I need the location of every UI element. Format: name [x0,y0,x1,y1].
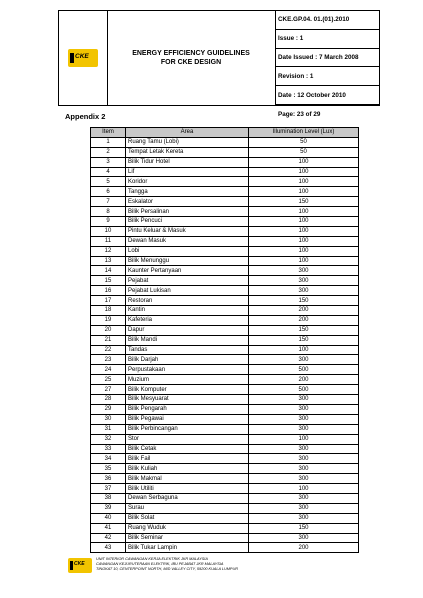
lux-cell: 300 [249,533,359,543]
area-cell: Eskalator [126,197,249,207]
item-cell: 15 [91,276,126,286]
lux-cell: 200 [249,375,359,385]
lux-cell: 300 [249,355,359,365]
table-row [91,157,359,167]
table-row [91,355,359,365]
table-row [91,226,359,236]
lux-cell: 300 [249,493,359,503]
header-title-cell [107,11,276,105]
table-row [91,543,359,553]
item-cell: 25 [91,375,126,385]
lux-cell: 300 [249,395,359,405]
table-row [91,434,359,444]
area-cell: Bilik Perbincangan [126,424,249,434]
table-row [91,335,359,345]
table-row [91,187,359,197]
lux-cell: 300 [249,266,359,276]
item-cell: 34 [91,454,126,464]
item-cell: 16 [91,286,126,296]
lux-cell: 100 [249,217,359,227]
table-row [91,207,359,217]
item-cell: 37 [91,484,126,494]
area-cell: Tandas [126,345,249,355]
column-header-item: Item [91,128,126,138]
header-logo-cell [59,11,108,105]
table-row [91,424,359,434]
table-row [91,137,359,147]
area-cell: Tempat Letak Kereta [126,147,249,157]
revision: Revision : 1 [275,67,379,86]
item-cell: 42 [91,533,126,543]
lux-cell: 100 [249,246,359,256]
lux-cell: 300 [249,444,359,454]
lux-cell: 200 [249,306,359,316]
area-cell: Bilik Tidur Hotel [126,157,249,167]
item-cell: 31 [91,424,126,434]
lux-cell: 300 [249,464,359,474]
lux-cell: 300 [249,474,359,484]
area-cell: Bilik Darjah [126,355,249,365]
date-issued: Date Issued : 7 March 2008 [275,49,379,68]
item-cell: 35 [91,464,126,474]
item-cell: 21 [91,335,126,345]
table-row [91,315,359,325]
footer-logo [68,558,92,573]
item-cell: 18 [91,306,126,316]
area-cell: Lif [126,167,249,177]
table-row [91,533,359,543]
table-row [91,503,359,513]
item-cell: 39 [91,503,126,513]
lux-cell: 300 [249,404,359,414]
item-cell: 30 [91,414,126,424]
column-header-area: Area [126,128,249,138]
area-cell: Bilik Utiliti [126,484,249,494]
table-row [91,147,359,157]
item-cell: 33 [91,444,126,454]
item-cell: 29 [91,404,126,414]
area-cell: Bilik Mandi [126,335,249,345]
item-cell: 38 [91,493,126,503]
item-cell: 10 [91,226,126,236]
area-cell: Bilik Kuliah [126,464,249,474]
area-cell: Kantin [126,306,249,316]
item-cell: 17 [91,296,126,306]
illumination-table [90,127,359,553]
area-cell: Dewan Masuk [126,236,249,246]
table-row [91,414,359,424]
item-cell: 32 [91,434,126,444]
lux-cell: 300 [249,424,359,434]
table-row [91,474,359,484]
item-cell: 27 [91,385,126,395]
item-cell: 24 [91,365,126,375]
lux-cell: 500 [249,365,359,375]
item-cell: 41 [91,523,126,533]
area-cell: Surau [126,503,249,513]
table-row [91,484,359,494]
area-cell: Perpustakaan [126,365,249,375]
item-cell: 4 [91,167,126,177]
table-row [91,523,359,533]
table-row [91,385,359,395]
appendix-title: Appendix 2 [65,112,106,121]
table-row [91,493,359,503]
area-cell: Pintu Keluar & Masuk [126,226,249,236]
area-cell: Tangga [126,187,249,197]
item-cell: 6 [91,187,126,197]
item-cell: 14 [91,266,126,276]
lux-cell: 100 [249,177,359,187]
footer-address [96,557,326,573]
lux-cell: 100 [249,207,359,217]
area-cell: Bilik Menunggu [126,256,249,266]
table-header-row [91,128,359,138]
table-row [91,276,359,286]
area-cell: Bilik Solat [126,513,249,523]
item-cell: 2 [91,147,126,157]
lux-cell: 200 [249,315,359,325]
lux-cell: 100 [249,434,359,444]
area-cell: Bilik Pegawai [126,414,249,424]
area-cell: Kaunter Pertanyaan [126,266,249,276]
area-cell: Bilik Fail [126,454,249,464]
lux-cell: 150 [249,335,359,345]
lux-cell: 100 [249,157,359,167]
lux-cell: 150 [249,523,359,533]
lux-cell: 500 [249,385,359,395]
lux-cell: 50 [249,147,359,157]
table-row [91,454,359,464]
area-cell: Stor [126,434,249,444]
item-cell: 40 [91,513,126,523]
item-cell: 22 [91,345,126,355]
area-cell: Lobi [126,246,249,256]
item-cell: 11 [91,236,126,246]
table-row [91,167,359,177]
lux-cell: 100 [249,236,359,246]
item-cell: 20 [91,325,126,335]
item-cell: 13 [91,256,126,266]
footer-line3: TINGKAT 10, CENTERPOINT NORTH, MID VALLEY CITY, 59200 KUALA LUMPUR [96,567,238,572]
area-cell: Bilik Tukar Lampin [126,543,249,553]
table-row [91,197,359,207]
table-row [91,296,359,306]
lux-cell: 300 [249,276,359,286]
cke-logo [68,49,98,67]
area-cell: Bilik Cetak [126,444,249,454]
table-row [91,513,359,523]
area-cell: Dapur [126,325,249,335]
item-cell: 28 [91,395,126,405]
item-cell: 7 [91,197,126,207]
item-cell: 1 [91,137,126,147]
item-cell: 3 [91,157,126,167]
date: Date : 12 October 2010 [275,86,379,105]
lux-cell: 150 [249,296,359,306]
item-cell: 23 [91,355,126,365]
lux-cell: 100 [249,167,359,177]
area-cell: Bilik Persalinan [126,207,249,217]
table-row [91,266,359,276]
logo-text: CKE [75,53,89,60]
table-row [91,375,359,385]
table-row [91,217,359,227]
page-number: Page: 23 of 29 [278,110,321,118]
lux-cell: 50 [249,137,359,147]
lux-cell: 300 [249,513,359,523]
lux-cell: 150 [249,197,359,207]
area-cell: Muzium [126,375,249,385]
table-row [91,365,359,375]
area-cell: Koridor [126,177,249,187]
area-cell: Ruang Tamu (Lobi) [126,137,249,147]
area-cell: Dewan Serbaguna [126,493,249,503]
column-header-lux: Illumination Level (Lux) [249,128,359,138]
lux-cell: 100 [249,484,359,494]
document-title-line2: FOR CKE DESIGN [160,59,222,66]
document-title-line1: ENERGY EFFICIENCY GUIDELINES [132,50,250,57]
issue: Issue : 1 [275,30,379,49]
table-row [91,444,359,454]
lux-cell: 100 [249,226,359,236]
item-cell: 19 [91,315,126,325]
table-row [91,404,359,414]
footer-logo-text: CKE [74,561,85,567]
item-cell: 9 [91,217,126,227]
table-row [91,256,359,266]
item-cell: 8 [91,207,126,217]
table-row [91,177,359,187]
area-cell: Bilik Mesyuarat [126,395,249,405]
table-row [91,345,359,355]
area-cell: Bilik Seminar [126,533,249,543]
header-meta-cell [275,11,379,118]
area-cell: Kafeteria [126,315,249,325]
doc-number: CKE.GP.04. 01.(01).2010 [275,11,379,30]
area-cell: Pejabat [126,276,249,286]
lux-cell: 300 [249,503,359,513]
lux-cell: 300 [249,454,359,464]
lux-cell: 100 [249,187,359,197]
area-cell: Pejabat Lukisan [126,286,249,296]
item-cell: 12 [91,246,126,256]
lux-cell: 100 [249,345,359,355]
table-row [91,246,359,256]
table-row [91,395,359,405]
area-cell: Ruang Wuduk [126,523,249,533]
area-cell: Bilik Pencuci [126,217,249,227]
lux-cell: 300 [249,414,359,424]
table-row [91,286,359,296]
table-row [91,306,359,316]
lux-cell: 300 [249,286,359,296]
lux-cell: 150 [249,325,359,335]
footer-line2: CAWANGAN KEJURUTERAAN ELEKTRIK, IBU PEJABAT JKR MALAYSIA [96,562,224,567]
area-cell: Bilik Pengarah [126,404,249,414]
item-cell: 43 [91,543,126,553]
lux-cell: 100 [249,256,359,266]
area-cell: Restoran [126,296,249,306]
table-row [91,325,359,335]
table-row [91,236,359,246]
item-cell: 36 [91,474,126,484]
table-row [91,464,359,474]
footer-line1: UNIT INTERIOR CAWANGAN KERJA ELEKTRIK JKR MALAYSIA [96,557,208,561]
area-cell: Bilik Makmal [126,474,249,484]
lux-cell: 200 [249,543,359,553]
item-cell: 5 [91,177,126,187]
area-cell: Bilik Komputer [126,385,249,395]
